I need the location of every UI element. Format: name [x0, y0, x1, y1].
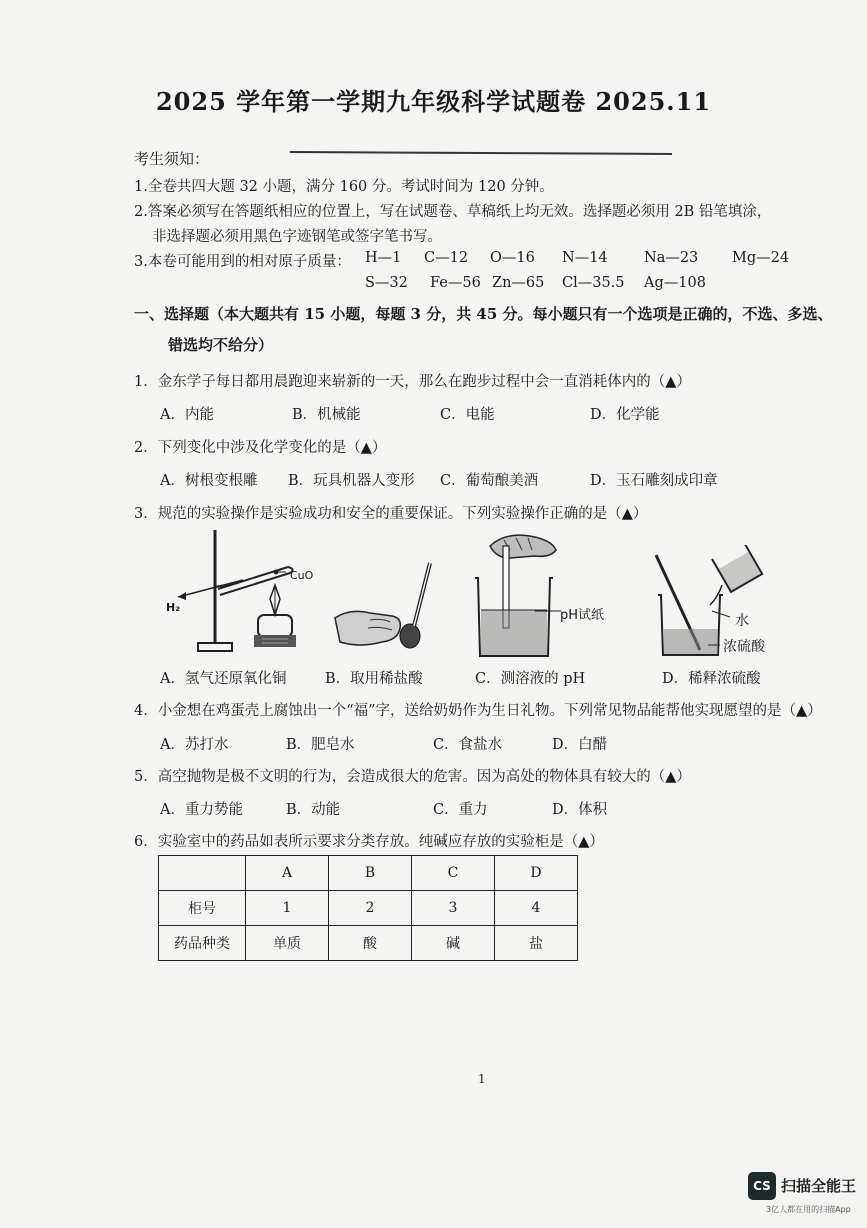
- mass-zn: Zn—65: [492, 275, 545, 291]
- q1-option-d: D．化学能: [590, 407, 660, 423]
- mass-ag: Ag—108: [644, 275, 706, 291]
- table-cell: 酸: [329, 926, 412, 961]
- q4-option-d: D．白醋: [552, 737, 608, 753]
- scanner-tagline: 3亿人都在用的扫描App: [766, 1205, 851, 1214]
- notice-item-1: 1.全卷共四大题 32 小题，满分 160 分。考试时间为 120 分钟。: [134, 179, 554, 195]
- q4-option-b: B．肥皂水: [286, 737, 355, 753]
- table-cell: 碱: [412, 926, 495, 961]
- table-cell: [159, 856, 246, 891]
- table-header-cell: B: [329, 856, 412, 891]
- mass-c: C—12: [424, 250, 469, 266]
- mass-fe: Fe—56: [430, 275, 481, 291]
- figure-a-h2-label: H₂: [166, 601, 181, 614]
- table-header-cell: D: [495, 856, 578, 891]
- q5-option-b: B．动能: [286, 802, 341, 818]
- mass-n: N—14: [562, 250, 608, 266]
- table-row: [159, 891, 578, 926]
- q5-option-c: C．重力: [433, 802, 488, 818]
- page-number: 1: [478, 1072, 486, 1086]
- figure-d-acid-label: 浓硫酸: [723, 639, 765, 655]
- table-cell: 药品种类: [159, 926, 246, 961]
- table-cell: 2: [329, 891, 412, 926]
- table-cell: 3: [412, 891, 495, 926]
- q2-option-a: A．树根变根雕: [160, 473, 258, 489]
- table-cell: 4: [495, 891, 578, 926]
- q6-stem: 6．实验室中的药品如表所示要求分类存放。纯碱应存放的实验柜是（▲）: [134, 834, 604, 850]
- q2-option-b: B．玩具机器人变形: [288, 473, 415, 489]
- figure-d-water-label: 水: [735, 613, 749, 629]
- q3-option-b: B．取用稀盐酸: [325, 671, 423, 687]
- q5-option-a: A．重力势能: [160, 802, 243, 818]
- notice-item-2-cont: 非选择题必须用黑色字迹钢笔或签字笔书写。: [152, 229, 442, 245]
- q4-option-c: C．食盐水: [433, 737, 503, 753]
- q5-option-d: D．体积: [552, 802, 608, 818]
- table-cell: 柜号: [159, 891, 246, 926]
- q5-stem: 5．高空抛物是极不文明的行为，会造成很大的危害。因为高处的物体具有较大的（▲）: [134, 769, 691, 785]
- table-cell: 单质: [246, 926, 329, 961]
- figure-a-cuo-label: CuO: [290, 569, 314, 582]
- q1-option-a: A．内能: [160, 407, 214, 423]
- notice-heading: 考生须知：: [134, 150, 210, 168]
- mass-h: H—1: [365, 250, 402, 266]
- q2-stem: 2．下列变化中涉及化学变化的是（▲）: [134, 440, 387, 456]
- q3-option-d: D．稀释浓硫酸: [662, 671, 761, 687]
- q3-option-c: C．测溶液的 pH: [475, 671, 586, 687]
- section-heading-cont: 错选均不给分）: [168, 336, 274, 354]
- table-cell: 1: [246, 891, 329, 926]
- mass-s: S—32: [365, 275, 408, 291]
- q3-option-a: A．氢气还原氧化铜: [160, 671, 287, 687]
- q1-stem: 1．金东学子每日都用晨跑迎来崭新的一天，那么在跑步过程中会一直消耗体内的（▲）: [134, 374, 691, 390]
- table-cell: 盐: [495, 926, 578, 961]
- exam-title: 2025 学年第一学期九年级科学试题卷 2025.11: [155, 87, 712, 116]
- section-heading: 一、选择题（本大题共有 15 小题，每题 3 分，共 45 分。每小题只有一个选项是正确的，不选、多选、: [134, 305, 833, 323]
- mass-mg: Mg—24: [732, 250, 790, 266]
- figure-b-dropper: [330, 558, 440, 663]
- mass-o: O—16: [490, 250, 535, 266]
- notice-item-3: 3.本卷可能用到的相对原子质量：: [134, 254, 351, 270]
- notice-item-2: 2.答案必须写在答题纸相应的位置上，写在试题卷、草稿纸上均无效。选择题必须用 2B 铅笔填涂，: [134, 204, 772, 220]
- table-header-cell: A: [246, 856, 329, 891]
- cabinet-table: [158, 855, 578, 961]
- q3-stem: 3．规范的实验操作是实验成功和安全的重要保证。下列实验操作正确的是（▲）: [134, 506, 648, 522]
- q2-option-c: C．葡萄酿美酒: [440, 473, 539, 489]
- q4-option-a: A．苏打水: [160, 737, 229, 753]
- scanner-logo-icon: CS: [748, 1172, 776, 1200]
- figure-a-apparatus: [158, 525, 328, 660]
- q1-option-b: B．机械能: [292, 407, 361, 423]
- q2-option-d: D．玉石雕刻成印章: [590, 473, 718, 489]
- table-header-row: [159, 856, 578, 891]
- mass-na: Na—23: [644, 250, 699, 266]
- q1-option-c: C．电能: [440, 407, 495, 423]
- figure-c-pointer: [535, 608, 561, 614]
- table-header-cell: C: [412, 856, 495, 891]
- notice-underline: [290, 151, 672, 155]
- mass-cl: Cl—35.5: [562, 275, 625, 291]
- figure-c-ph-paper-label: pH试纸: [560, 608, 605, 623]
- figure-c-ph-test: [470, 528, 560, 660]
- table-row: [159, 926, 578, 961]
- q4-stem: 4．小金想在鸡蛋壳上腐蚀出一个“福”字，送给奶奶作为生日礼物。下列常见物品能帮他实现愿望的是（▲）: [134, 703, 822, 719]
- scanner-name: 扫描全能王: [781, 1177, 857, 1195]
